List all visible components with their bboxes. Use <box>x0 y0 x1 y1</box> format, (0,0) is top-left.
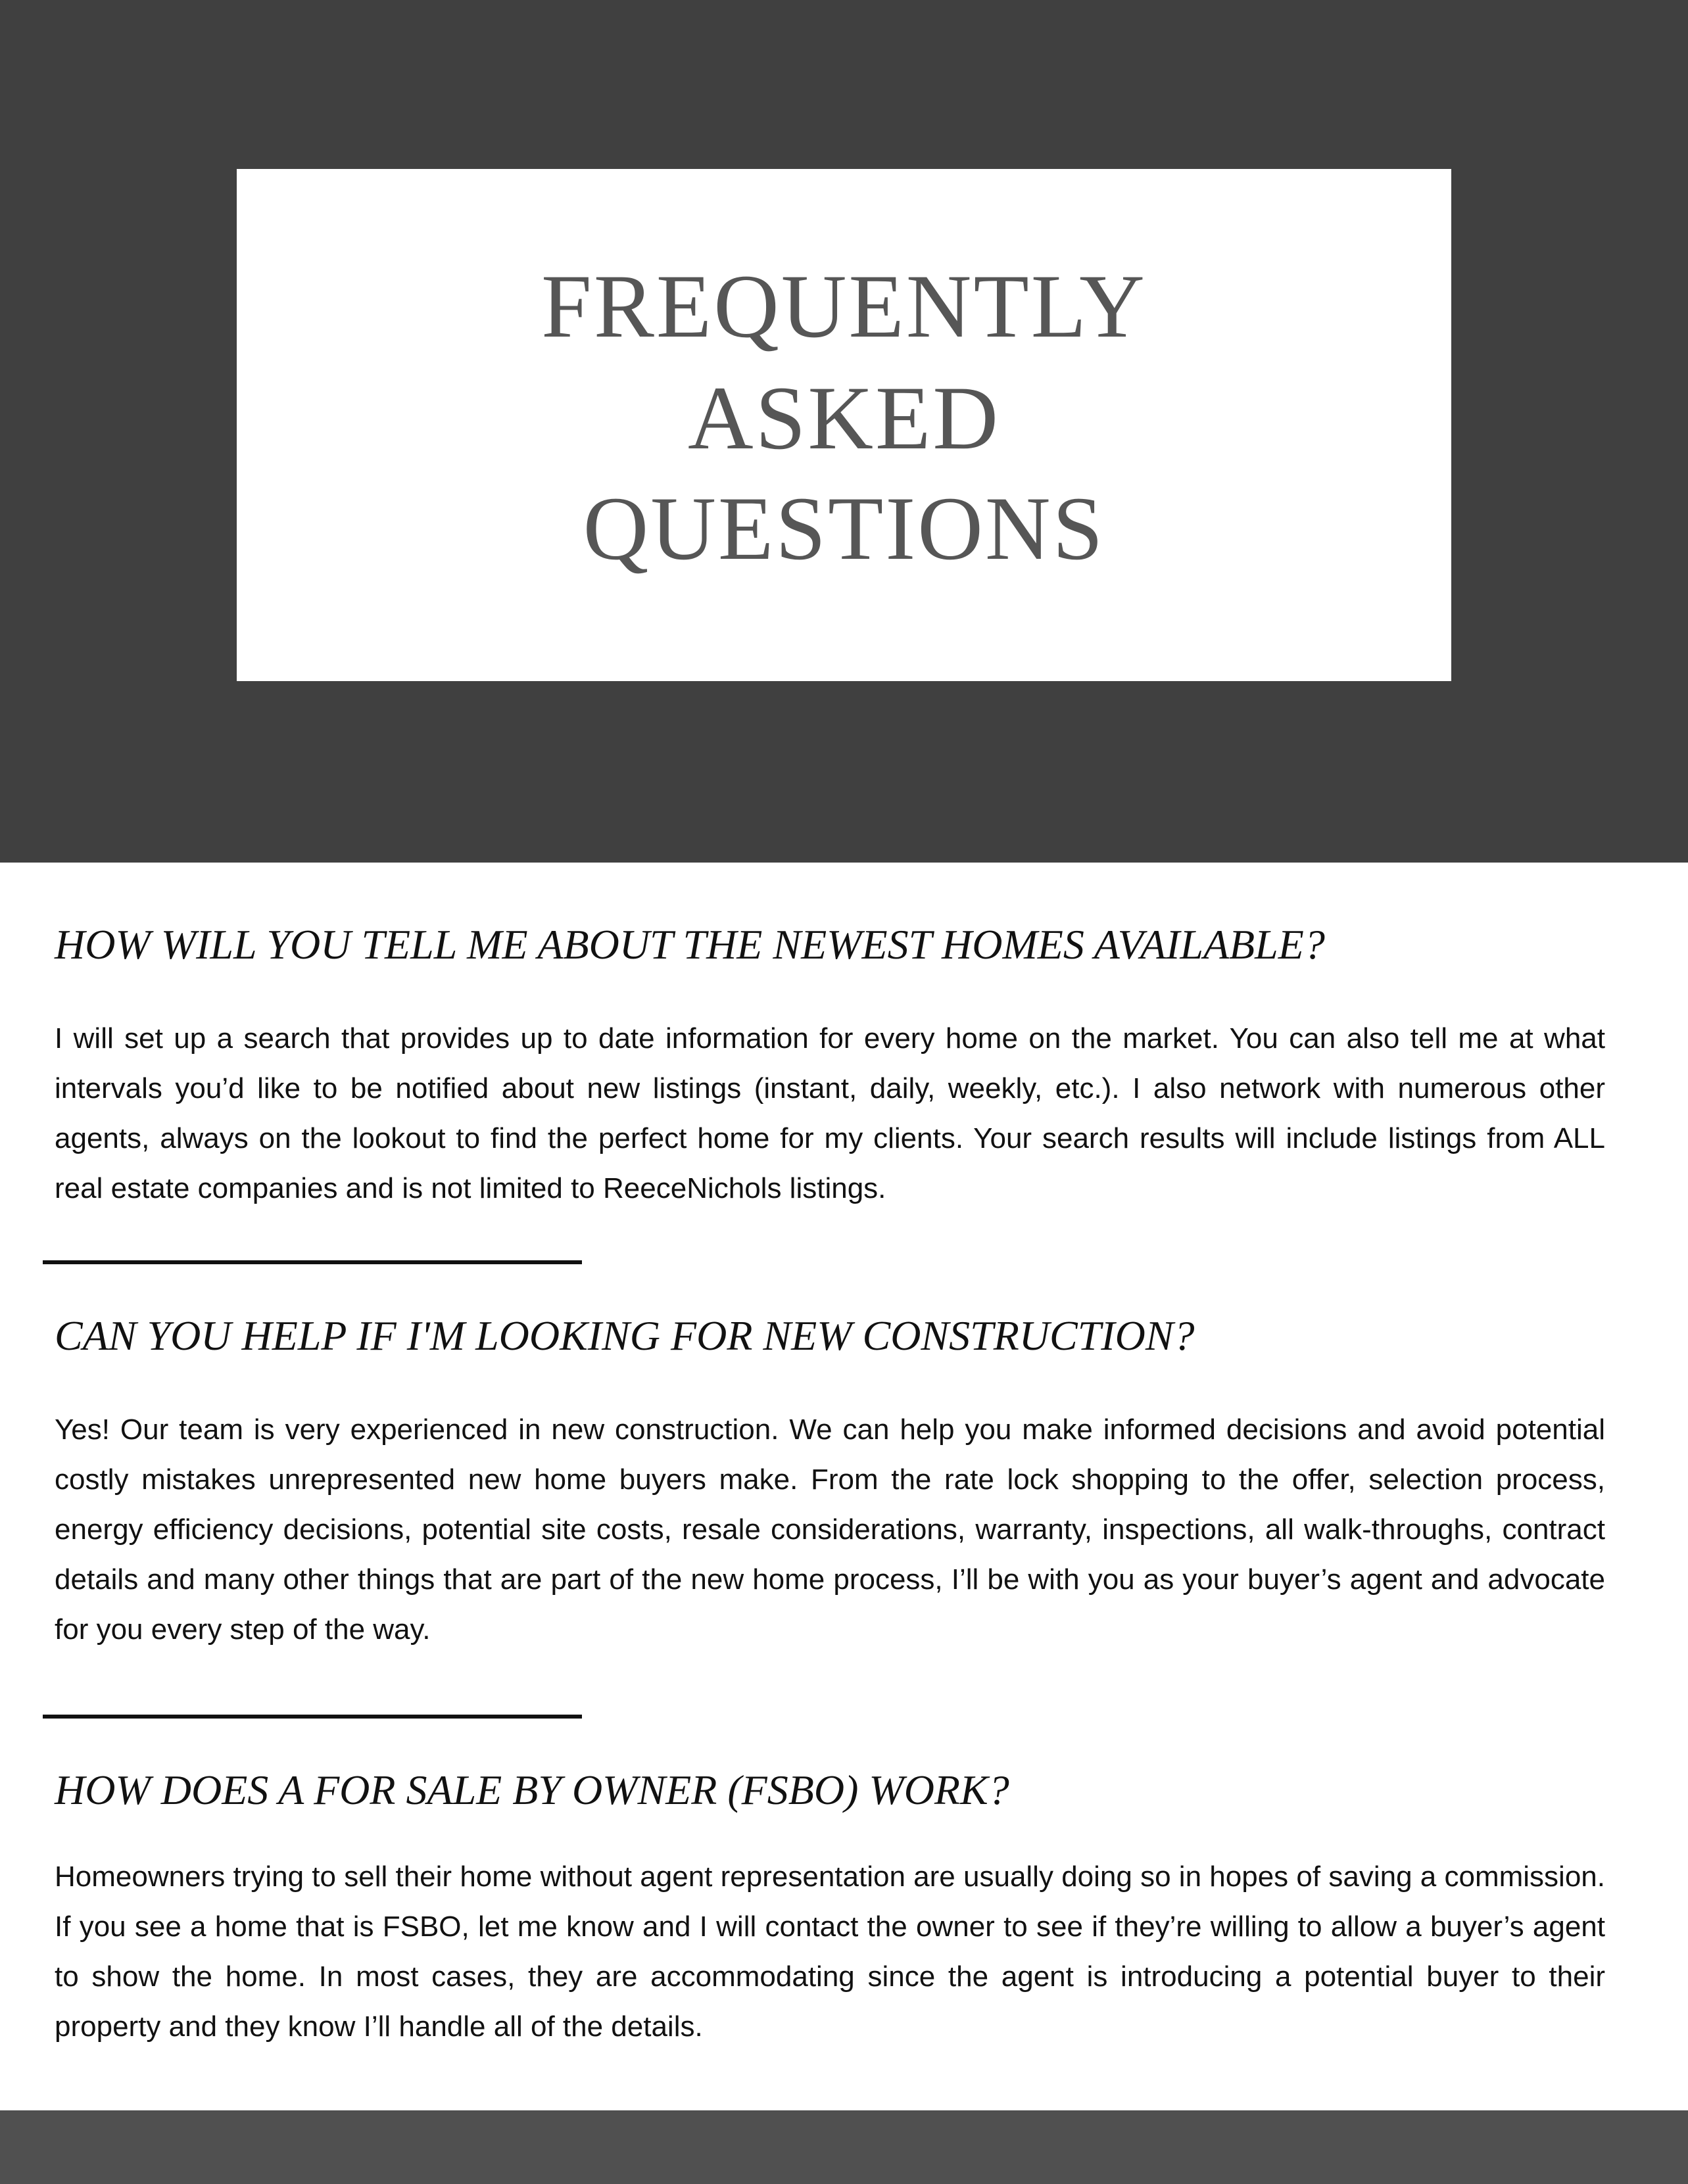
header-band <box>0 0 1688 863</box>
faq-question-1: HOW WILL YOU TELL ME ABOUT THE NEWEST HOMES AVAILABLE? <box>55 921 1325 968</box>
section-divider-1 <box>43 1260 582 1264</box>
section-divider-2 <box>43 1715 582 1719</box>
faq-question-2: CAN YOU HELP IF I'M LOOKING FOR NEW CONSTRUCTION? <box>55 1312 1195 1359</box>
faq-answer-2: Yes! Our team is very experienced in new construction. We can help you make informed decisions and avoid potential costly mistakes unrepresented new home buyers make. From the rate lock shopping to the offer, selection process, energy efficiency decisions, potential site costs, resale considerations, warranty, inspections, all walk-throughs, contract details and many other things that are part of the new home process, I’ll be with you as your buyer’s agent and advocate for you every step of the way. <box>55 1413 1605 1646</box>
page-title-line-1: FREQUENTLY <box>541 256 1147 356</box>
faq-answer-1: I will set up a search that provides up to date information for every home on the market. You can also tell me at what intervals you’d like to be notified about new listings (instant, daily, weekly, etc.). I also network with numerous other agents, always on the lookout to find the perfect home for my clients. Your search results will include listings from ALL real estate companies and is not limited to ReeceNichols listings. <box>55 1022 1605 1204</box>
footer-band <box>0 2110 1688 2184</box>
page-title-line-3: QUESTIONS <box>583 478 1105 579</box>
page-title-line-2: ASKED <box>687 368 1001 468</box>
title-box <box>237 169 1451 681</box>
faq-answer-3: Homeowners trying to sell their home without agent representation are usually doing so in hopes of saving a commission. If you see a home that is FSBO, let me know and I will contact the owner to see if they’re willing to allow a buyer’s agent to show the home. In most cases, they are accommodating since the agent is introducing a potential buyer to their property and they know I’ll handle all of the details. <box>55 1861 1605 2043</box>
faq-question-3: HOW DOES A FOR SALE BY OWNER (FSBO) WORK? <box>55 1767 1009 1813</box>
